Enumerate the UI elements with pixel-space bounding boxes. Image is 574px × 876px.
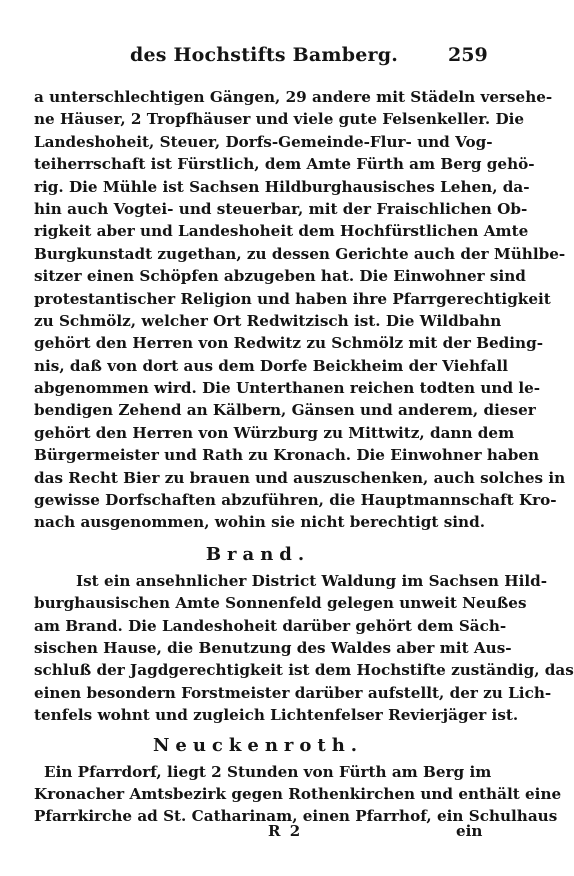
text-line: Kronacher Amtsbezirk gegen Rothenkirchen und enthält eine [34, 784, 562, 803]
text-line: das Recht Bier zu brauen und auszuschenken, auch solches in [34, 468, 566, 487]
text-line: gewisse Dorfschaften abzuführen, die Hauptmannschaft Kro- [34, 491, 557, 510]
catchword: ein [456, 822, 483, 840]
text-line: Bürgermeister und Rath zu Kronach. Die Einwohner haben [34, 446, 540, 465]
text-line: hin auch Vogtei- und steuerbar, mit der Fraischlichen Ob- [34, 199, 528, 218]
page-number: 259 [448, 44, 488, 66]
text-line: ne Häuser, 2 Tropfhäuser und viele gute Felsenkeller. Die [34, 110, 525, 129]
text-line: nis, daß von dort aus dem Dorfe Beickheim der Viehfall [34, 356, 509, 375]
text-line: Ist ein ansehnlicher District Waldung im Sachsen Hild- [76, 571, 548, 590]
text-line: schluß der Jagdgerechtigkeit ist dem Hochstifte zuständig, das [34, 661, 574, 680]
page-body [34, 86, 574, 828]
text-line: tenfels wohnt und zugleich Lichtenfelser Revierjäger ist. [34, 706, 519, 725]
signature-mark: R 2 [268, 822, 303, 840]
text-line: am Brand. Die Landeshoheit darüber gehört dem Säch- [34, 616, 507, 635]
paragraph-2 [34, 570, 574, 727]
running-head [0, 44, 514, 74]
text-line: Pfarrkirche ad St. Catharinam, einen Pfarrhof, ein Schulhaus [34, 807, 558, 826]
text-line: sitzer einen Schöpfen abzugeben hat. Die Einwohner sind [34, 267, 526, 286]
text-line: teiherrschaft ist Fürstlich, dem Amte Fürth am Berg gehö- [34, 155, 535, 174]
text-line: bendigen Zehend an Kälbern, Gänsen und anderem, dieser [34, 401, 536, 420]
text-line: nach ausgenommen, wohin sie nicht berechtigt sind. [34, 513, 485, 532]
text-line: rigkeit aber und Landeshoheit dem Hochfürstlichen Amte [34, 222, 529, 241]
text-line: gehört den Herren von Redwitz zu Schmölz mit der Beding- [34, 334, 543, 353]
text-line: gehört den Herren von Würzburg zu Mittwitz, dann dem [34, 423, 515, 442]
text-line: Burgkunstadt zugethan, zu dessen Gerichte auch der Mühlbe- [34, 244, 566, 263]
text-line: sischen Hause, die Benutzung des Waldes aber mit Aus- [34, 638, 512, 657]
section-heading-neuckenroth: Neuckenroth. [152, 734, 364, 756]
text-line: zu Schmölz, welcher Ort Redwitzisch ist. Die Wildbahn [34, 311, 502, 330]
running-title: des Hochstifts Bamberg. [130, 44, 399, 66]
text-line: rig. Die Mühle ist Sachsen Hildburghausisches Lehen, da- [34, 177, 530, 196]
page-footer [0, 822, 514, 846]
paragraph-3 [34, 761, 562, 828]
paragraph-1 [34, 86, 566, 534]
text-line: protestantischer Religion und haben ihre Pfarrgerechtigkeit [34, 289, 551, 308]
section-heading-brand: Brand. [205, 543, 311, 565]
text-line: Ein Pfarrdorf, liegt 2 Stunden von Fürth am Berg im [44, 762, 492, 781]
text-line: burghausischen Amte Sonnenfeld gelegen unweit Neußes [34, 594, 527, 613]
text-line: a unterschlechtigen Gängen, 29 andere mit Städeln versehe- [34, 88, 553, 106]
text-line: Landeshoheit, Steuer, Dorfs-Gemeinde-Flur- und Vog- [34, 132, 493, 151]
text-line: abgenommen wird. Die Unterthanen reichen todten und le- [34, 379, 541, 398]
text-line: einen besondern Forstmeister darüber aufstellt, der zu Lich- [34, 683, 552, 702]
